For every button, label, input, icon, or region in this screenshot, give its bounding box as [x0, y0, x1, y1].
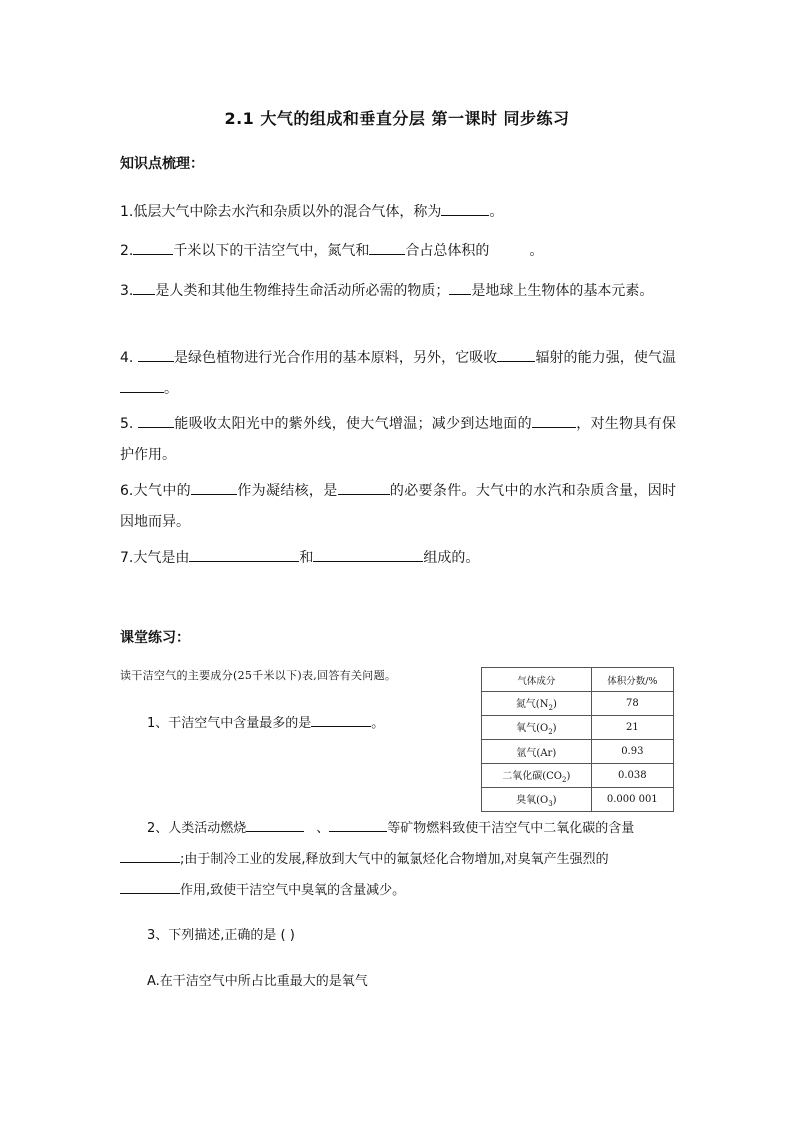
blank[interactable] — [369, 239, 405, 255]
table-row — [482, 788, 674, 812]
question-1: 1、干洁空气中含量最多的是 。 — [147, 708, 384, 739]
knowledge-item-1: 1.低层大气中除去水汽和杂质以外的混合气体，称为 。 — [120, 197, 676, 228]
blank[interactable] — [133, 239, 173, 255]
question-3-stem: 3、下列描述,正确的是 ( ) — [147, 928, 295, 943]
knowledge-item-7: 7.大气是由 和 组成的。 — [120, 543, 676, 574]
table-header: 体积分数/% — [591, 668, 673, 692]
blank[interactable] — [246, 816, 304, 832]
gas-value: 0.000 001 — [591, 788, 673, 812]
knowledge-item-3: 3. 是人类和其他生物维持生命活动所必需的物质； 是地球上生物体的基本元素。 — [120, 276, 676, 307]
question-2: 2、人类活动燃烧 、 等矿物燃料致使干洁空气中二氧化碳的含量 ;由于制冷工业的发展,释放到大气中的氟氯烃化合物增加,对臭氧产生强烈的 作用,致使干洁空气中臭氧的含量减少。 — [120, 813, 676, 906]
item-1-text: 1.低层大气中除去水汽和杂质以外的混合气体，称为 — [120, 204, 442, 220]
gas-composition-table — [481, 667, 674, 812]
gas-value: 0.038 — [591, 764, 673, 788]
question-3-option-a[interactable]: A.在干洁空气中所占比重最大的是氧气 — [147, 974, 368, 989]
blank[interactable] — [133, 279, 155, 295]
blank[interactable] — [449, 279, 471, 295]
gas-name: 臭氧$(O_3)$ — [482, 788, 592, 812]
blank[interactable] — [441, 200, 489, 216]
blank[interactable] — [120, 377, 164, 393]
blank[interactable] — [138, 412, 174, 428]
practice-intro: 读干洁空气的主要成分(25千米以下)表,回答有关问题。 — [120, 669, 397, 682]
page-title: 2.1 大气的组成和垂直分层 第一课时 同步练习 — [224, 109, 570, 128]
practice-heading: 课堂练习： — [120, 630, 190, 646]
gas-name: 氩气(Ar) — [482, 740, 592, 764]
table-row — [482, 740, 674, 764]
knowledge-item-6: 6.大气中的 作为凝结核，是 的必要条件。大气中的水汽和杂质含量，因时因地而异。 — [120, 476, 676, 538]
blank[interactable] — [532, 412, 576, 428]
blank[interactable] — [329, 816, 387, 832]
blank[interactable] — [191, 479, 237, 495]
blank[interactable] — [338, 479, 390, 495]
gas-name: 二氧化碳$(CO_2)$ — [482, 764, 592, 788]
gas-value: 78 — [591, 692, 673, 716]
blank[interactable] — [313, 546, 423, 562]
blank[interactable] — [189, 546, 299, 562]
blank[interactable] — [497, 346, 535, 362]
table-row — [482, 764, 674, 788]
blank[interactable] — [120, 878, 180, 894]
gas-value: 0.93 — [591, 740, 673, 764]
knowledge-item-2: 2. 千米以下的干洁空气中，氮气和 合占总体积的 。 — [120, 236, 676, 267]
gas-value: 21 — [591, 716, 673, 740]
table-header: 气体成分 — [482, 668, 592, 692]
gas-name: 氧气$(O_2)$ — [482, 716, 592, 740]
knowledge-item-5: 5. 能吸收太阳光中的紫外线，使大气增温；减少到达地面的 ，对生物具有保护作用。 — [120, 409, 676, 471]
knowledge-heading: 知识点梳理： — [120, 156, 204, 172]
table-header-row — [482, 668, 674, 692]
blank[interactable] — [311, 711, 371, 727]
table-row — [482, 716, 674, 740]
gas-name: 氮气$(N_2)$ — [482, 692, 592, 716]
table-row — [482, 692, 674, 716]
knowledge-item-4: 4. 是绿色植物进行光合作用的基本原料，另外，它吸收 辐射的能力强，使气温。 — [120, 343, 676, 405]
blank[interactable] — [138, 346, 174, 362]
blank[interactable] — [120, 847, 180, 863]
